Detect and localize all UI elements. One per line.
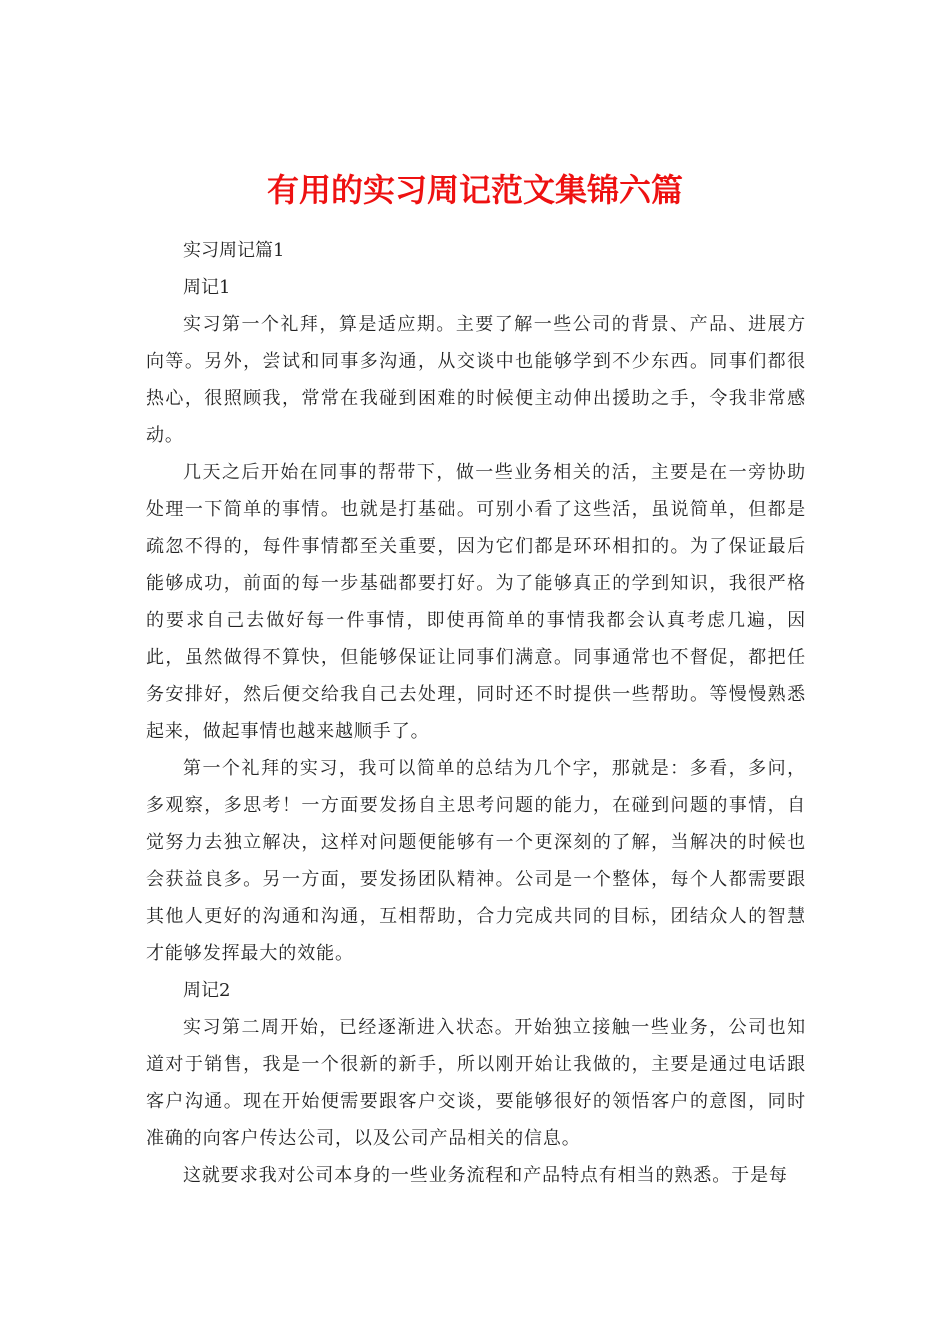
paragraph: 第一个礼拜的实习，我可以简单的总结为几个字，那就是：多看，多问，多观察，多思考！一方面要发扬自主思考问题的能力，在碰到问题的事情，自觉努力去独立解决，这样对问题便能够有一个更深刻的了解，当解决的时候也会获益良多。另一方面，要发扬团队精神。公司是一个整体，每个人都需要跟其他人更好的沟通和沟通，互相帮助，合力完成共同的目标，团结众人的智慧才能够发挥最大的效能。: [146, 758, 806, 964]
document-title: 有用的实习周记范文集锦六篇: [266, 171, 683, 210]
week2-heading: 周记2: [183, 980, 231, 1001]
section-heading: 实习周记篇1: [183, 240, 285, 261]
paragraph: 实习第一个礼拜，算是适应期。主要了解一些公司的背景、产品、进展方向等。另外，尝试和同事多沟通，从交谈中也能够学到不少东西。同事们都很热心，很照顾我，常常在我碰到困难的时候便主动伸出援助之手，令我非常感动。: [146, 314, 806, 446]
paragraph: 实习第二周开始，已经逐渐进入状态。开始独立接触一些业务，公司也知道对于销售，我是一个很新的新手，所以刚开始让我做的，主要是通过电话跟客户沟通。现在开始便需要跟客户交谈，要能够很好的领悟客户的意图，同时准确的向客户传达公司，以及公司产品相关的信息。: [146, 1017, 806, 1149]
paragraph: 这就要求我对公司本身的一些业务流程和产品特点有相当的熟悉。于是每: [183, 1165, 788, 1186]
document-body: [146, 232, 806, 1194]
week1-heading: 周记1: [183, 277, 231, 298]
paragraph: 几天之后开始在同事的帮带下，做一些业务相关的活，主要是在一旁协助处理一下简单的事情。也就是打基础。可别小看了这些活，虽说简单，但都是疏忽不得的，每件事情都至关重要，因为它们都是环环相扣的。为了保证最后能够成功，前面的每一步基础都要打好。为了能够真正的学到知识，我很严格的要求自己去做好每一件事情，即使再简单的事情我都会认真考虑几遍，因此，虽然做得不算快，但能够保证让同事们满意。同事通常也不督促，都把任务安排好，然后便交给我自己去处理，同时还不时提供一些帮助。等慢慢熟悉起来，做起事情也越来越顺手了。: [146, 462, 806, 742]
